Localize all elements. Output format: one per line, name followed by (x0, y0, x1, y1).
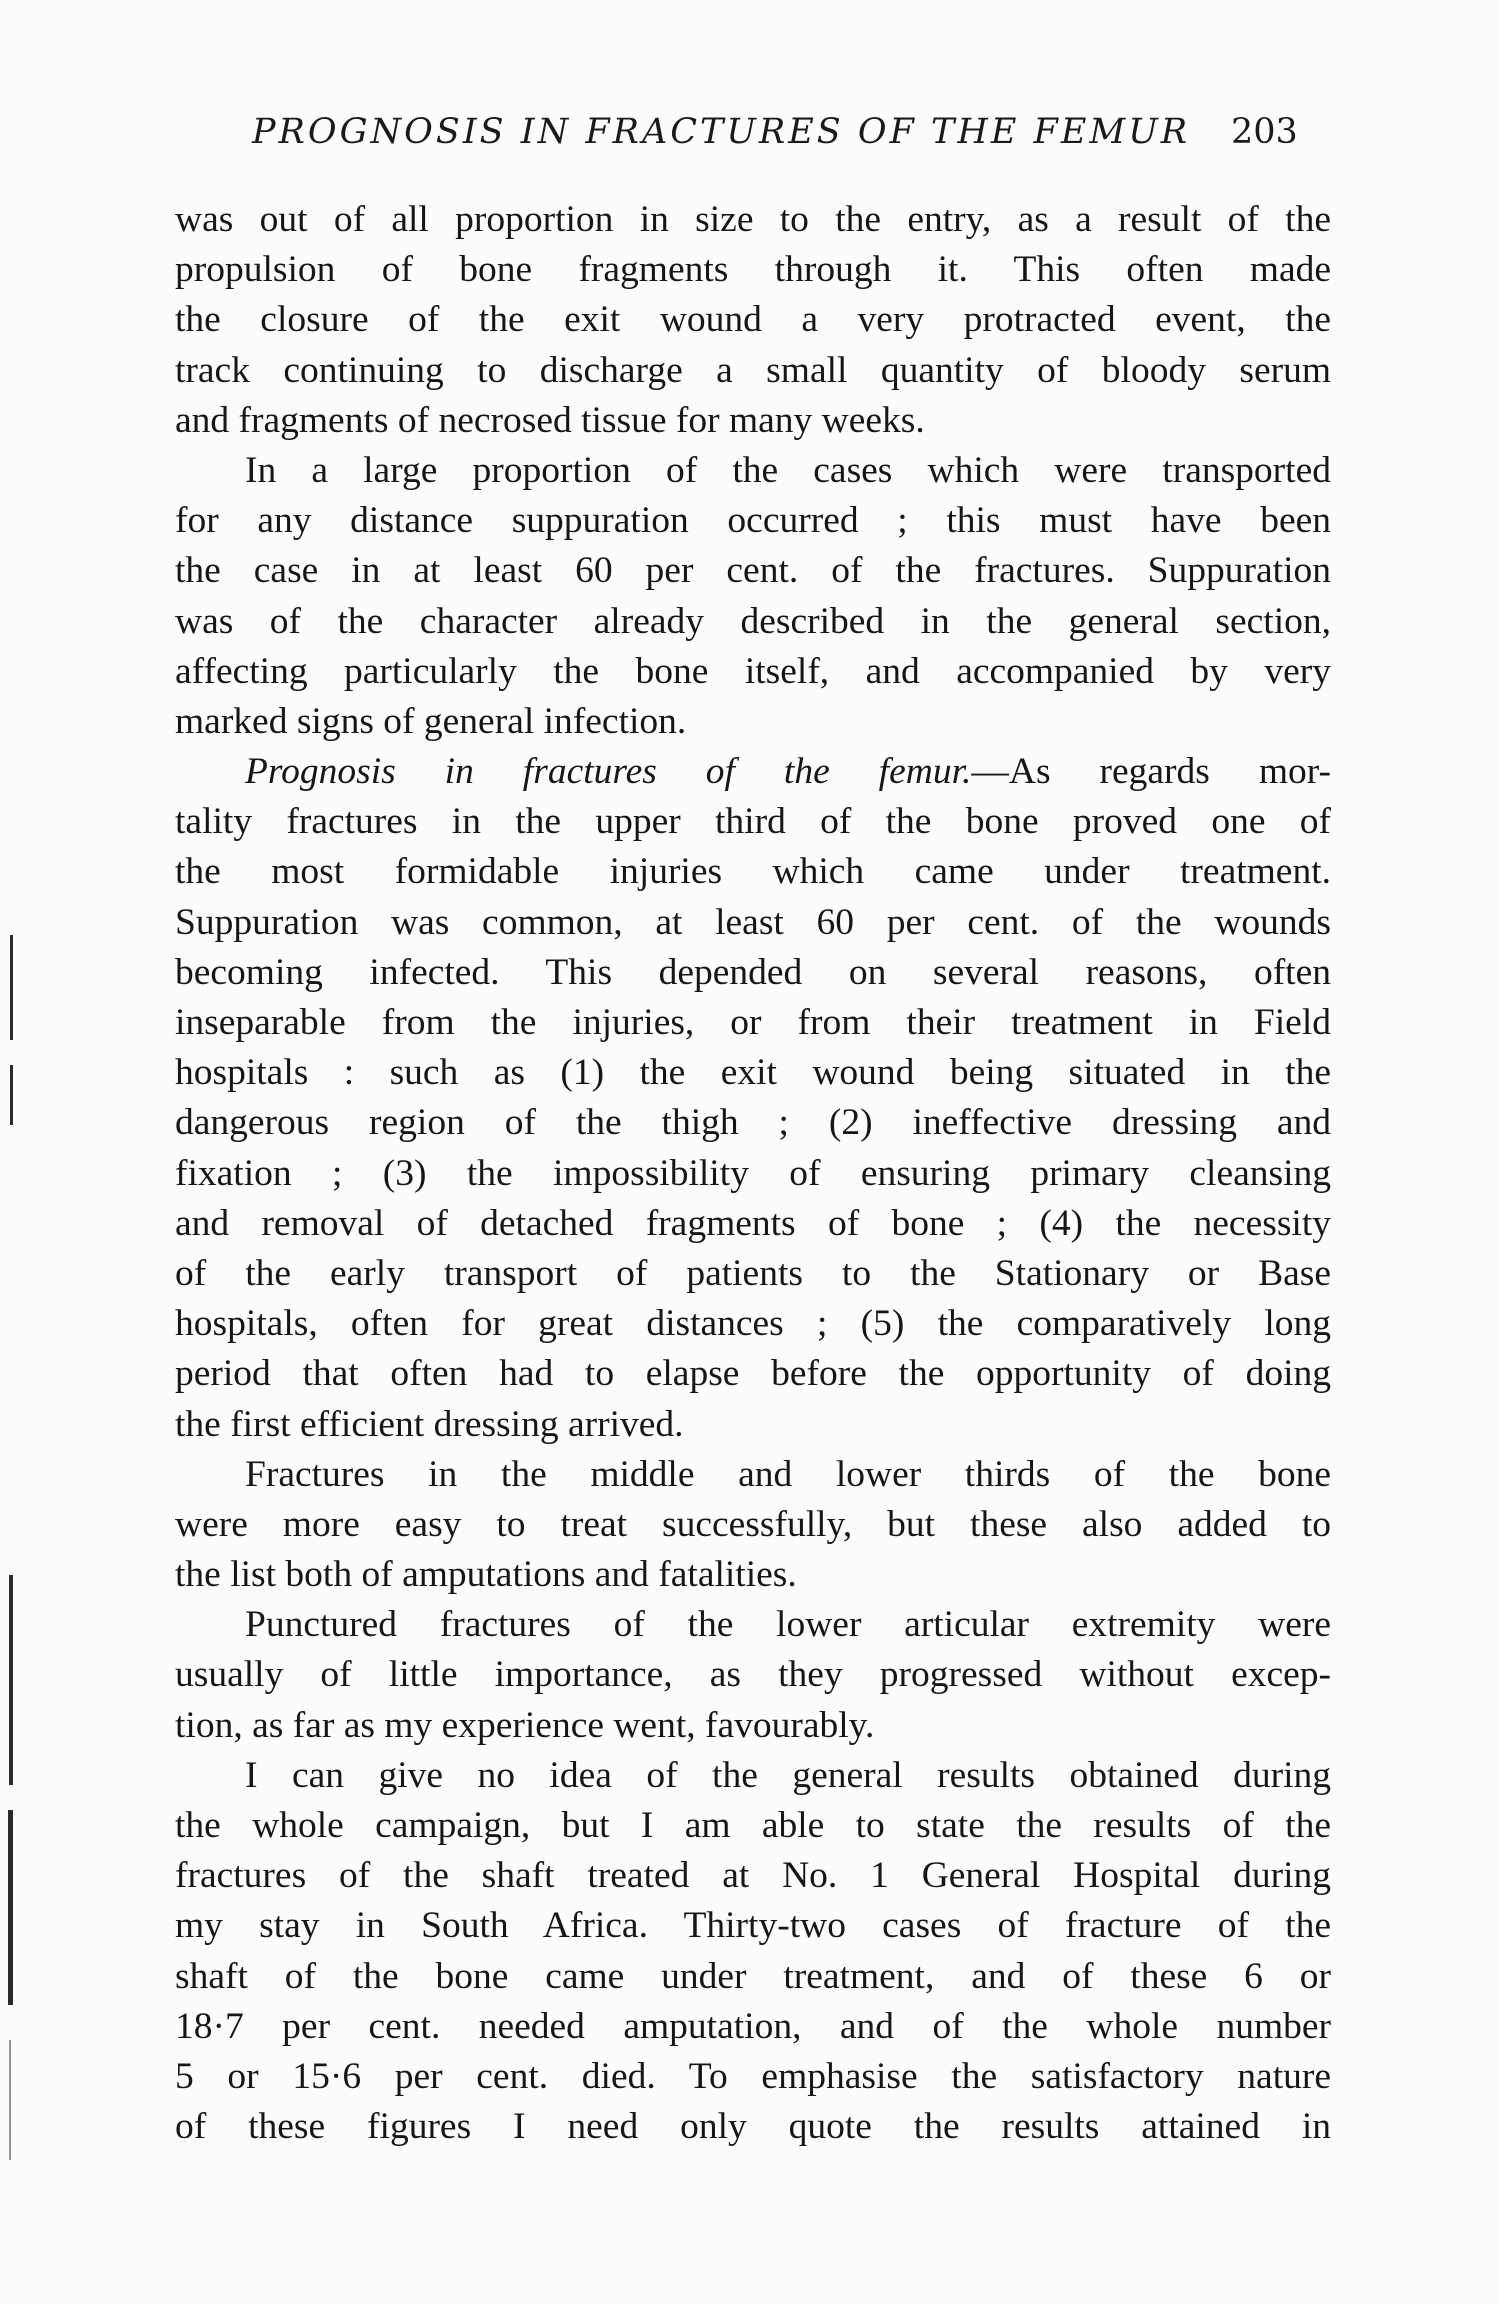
text-line: of the early transport of patients to the Stationary or Base (175, 1252, 1331, 1294)
text-line: 5 or 15·6 per cent. died. To emphasise the satisfactory nature (175, 2055, 1331, 2097)
margin-scan-mark (10, 1065, 13, 1125)
text-line: fractures of the shaft treated at No. 1 General Hospital during (175, 1855, 1331, 1897)
text-line: Fractures in the middle and lower thirds of the bone (245, 1453, 1331, 1495)
paragraph (175, 446, 1331, 747)
text-line: fixation ; (3) the impossibility of ensuring primary cleansing (175, 1152, 1331, 1194)
text-line: marked signs of general infection. (175, 700, 687, 742)
text-line: tality fractures in the upper third of the bone proved one of (175, 801, 1331, 843)
text-line: the closure of the exit wound a very protracted event, the (175, 299, 1331, 341)
text-line: the most formidable injuries which came under treatment. (175, 851, 1331, 893)
text-line: hospitals : such as (1) the exit wound being situated in the (175, 1052, 1331, 1094)
page-number: 203 (1231, 112, 1298, 152)
section-heading: Prognosis in fractures of the femur. (245, 751, 972, 793)
heading-continuation: —As regards mor- (971, 751, 1331, 793)
text-line (175, 747, 1331, 797)
paragraph (175, 1450, 1331, 1601)
text-line: dangerous region of the thigh ; (2) ineffective dressing and (175, 1102, 1331, 1144)
text-line: were more easy to treat successfully, but these also added to (175, 1503, 1331, 1545)
body-text (175, 195, 1331, 2152)
text-line: affecting particularly the bone itself, and accompanied by very (175, 650, 1331, 692)
text-line: 18·7 per cent. needed amputation, and of the whole number (175, 2005, 1331, 2047)
text-line: I can give no idea of the general results obtained during (245, 1754, 1331, 1796)
margin-scan-mark (10, 935, 13, 1040)
text-line: the whole campaign, but I am able to state the results of the (175, 1805, 1331, 1846)
text-line: Punctured fractures of the lower articular extremity were (245, 1604, 1331, 1646)
text-line: inseparable from the injuries, or from their treatment in Field (175, 1002, 1331, 1043)
text-line: usually of little importance, as they progressed without excep- (175, 1654, 1331, 1696)
text-line: becoming infected. This depended on several reasons, often (175, 951, 1331, 993)
paragraph (175, 1600, 1331, 1751)
text-line: the first efficient dressing arrived. (175, 1403, 684, 1445)
text-line: hospitals, often for great distances ; (5) the comparatively long (175, 1303, 1331, 1345)
margin-scan-mark (8, 1810, 13, 2005)
margin-scan-mark (9, 2040, 11, 2160)
text-line: In a large proportion of the cases which were transported (245, 449, 1331, 491)
text-line: was of the character already described in the general section, (175, 600, 1331, 642)
text-line: propulsion of bone fragments through it. This often made (175, 249, 1331, 291)
paragraph (175, 747, 1331, 1450)
text-line: and fragments of necrosed tissue for many weeks. (175, 399, 925, 441)
text-line: the case in at least 60 per cent. of the fractures. Suppuration (175, 550, 1331, 592)
margin-scan-mark (9, 1575, 13, 1785)
text-line: was out of all proportion in size to the entry, as a result of the (175, 199, 1331, 240)
paragraph (175, 1751, 1331, 2153)
text-line: shaft of the bone came under treatment, and of these 6 or (175, 1955, 1331, 1997)
text-line: for any distance suppuration occurred ; this must have been (175, 500, 1331, 542)
running-title: PROGNOSIS IN FRACTURES OF THE FEMUR (252, 112, 1191, 152)
text-line: of these figures I need only quote the results attained in (175, 2106, 1331, 2148)
running-head (0, 112, 1499, 172)
text-line: and removal of detached fragments of bone ; (4) the necessity (175, 1202, 1331, 1244)
text-line: tion, as far as my experience went, favourably. (175, 1704, 875, 1746)
paragraph (175, 195, 1331, 446)
text-line: Suppuration was common, at least 60 per cent. of the wounds (175, 901, 1331, 943)
text-line: period that often had to elapse before the opportunity of doing (175, 1353, 1331, 1395)
text-line: my stay in South Africa. Thirty-two cases of fracture of the (175, 1905, 1331, 1947)
text-line: track continuing to discharge a small quantity of bloody serum (175, 349, 1331, 391)
text-line: the list both of amputations and fatalities. (175, 1554, 797, 1596)
